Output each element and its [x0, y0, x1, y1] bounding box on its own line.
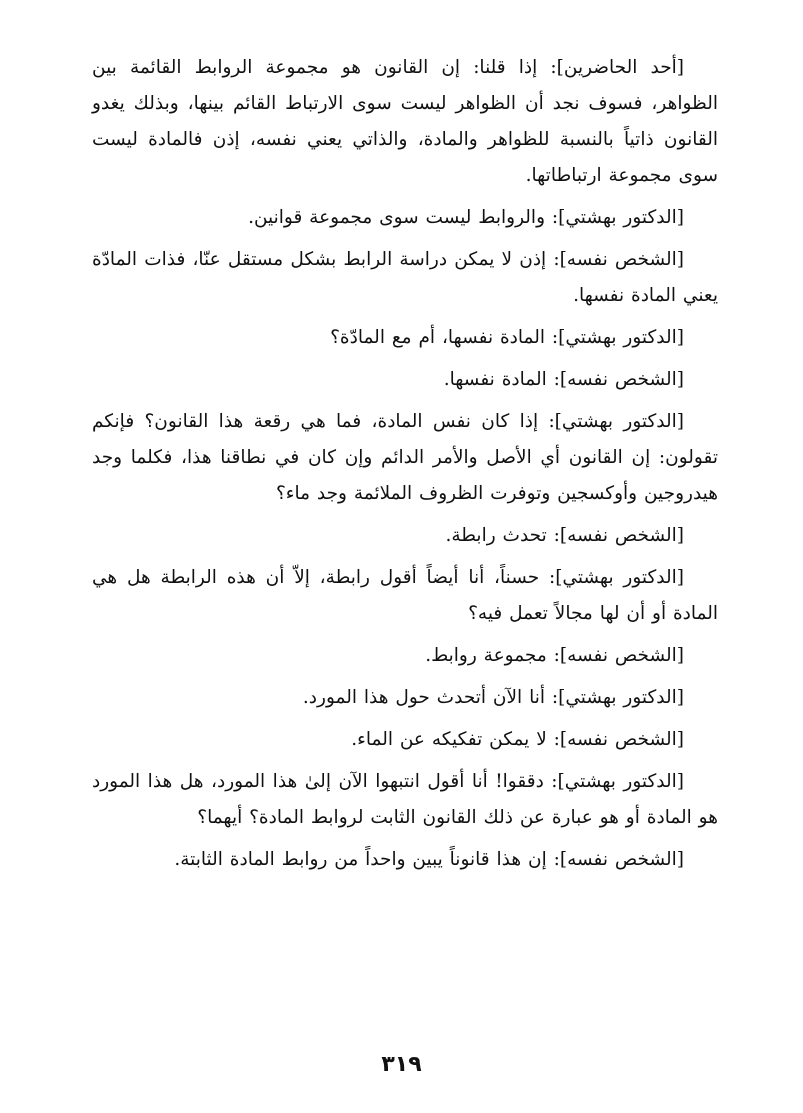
- paragraph-5: [الشخص نفسه]: المادة نفسها.: [443, 369, 684, 390]
- paragraph-9: [الشخص نفسه]: مجموعة روابط.: [425, 645, 684, 666]
- paragraph-13: [الشخص نفسه]: إن هذا قانوناً يبين واحداً من روابط المادة الثابتة.: [174, 849, 684, 870]
- page-text-body: [92, 50, 718, 884]
- paragraph-3: [الشخص نفسه]: إذن لا يمكن دراسة الرابط بشكل مستقل عنّا، فذات المادّة يعني المادة نفسها.: [92, 249, 718, 306]
- paragraph-2: [الدكتور بهشتي]: والروابط ليست سوى مجموعة قوانين.: [248, 207, 684, 228]
- paragraph-1: [أحد الحاضرين]: إذا قلنا: إن القانون هو مجموعة الروابط القائمة بين الظواهر، فسوف نجد أن الظواهر ليست سوى الارتباط القائم بينها، وبذلك يغدو القانون ذاتياً بالنسبة للظواهر والمادة، والذاتي يعني نفسه، إذن فالمادة ليست سوى مجموعة ارتباطاتها.: [92, 57, 718, 186]
- paragraph-12: [الدكتور بهشتي]: دققوا! أنا أقول انتبهوا الآن إلىٰ هذا المورد، هل هذا المورد هو المادة أو هو عبارة عن ذلك القانون الثابت لروابط المادة؟ أيهما؟: [92, 771, 718, 828]
- paragraph-10: [الدكتور بهشتي]: أنا الآن أتحدث حول هذا المورد.: [302, 687, 684, 708]
- paragraph-11: [الشخص نفسه]: لا يمكن تفكيكه عن الماء.: [351, 729, 684, 750]
- paragraph-8: [الدكتور بهشتي]: حسناً، أنا أيضاً أقول رابطة، إلاّ أن هذه الرابطة هل هي المادة أو أن لها مجالاً تعمل فيه؟: [92, 567, 718, 624]
- paragraph-4: [الدكتور بهشتي]: المادة نفسها، أم مع المادّة؟: [330, 327, 684, 348]
- paragraph-7: [الشخص نفسه]: تحدث رابطة.: [445, 525, 684, 546]
- page-number: ٣١٩: [381, 1052, 422, 1077]
- paragraph-6: [الدكتور بهشتي]: إذا كان نفس المادة، فما هي رقعة هذا القانون؟ فإنكم تقولون: إن القانون أي الأصل والأمر الدائم وإن كان في نطاقنا هذا، فكلما وجد هيدروجين وأوكسجين وتوفرت الظروف الملائمة وجد ماء؟: [92, 411, 718, 504]
